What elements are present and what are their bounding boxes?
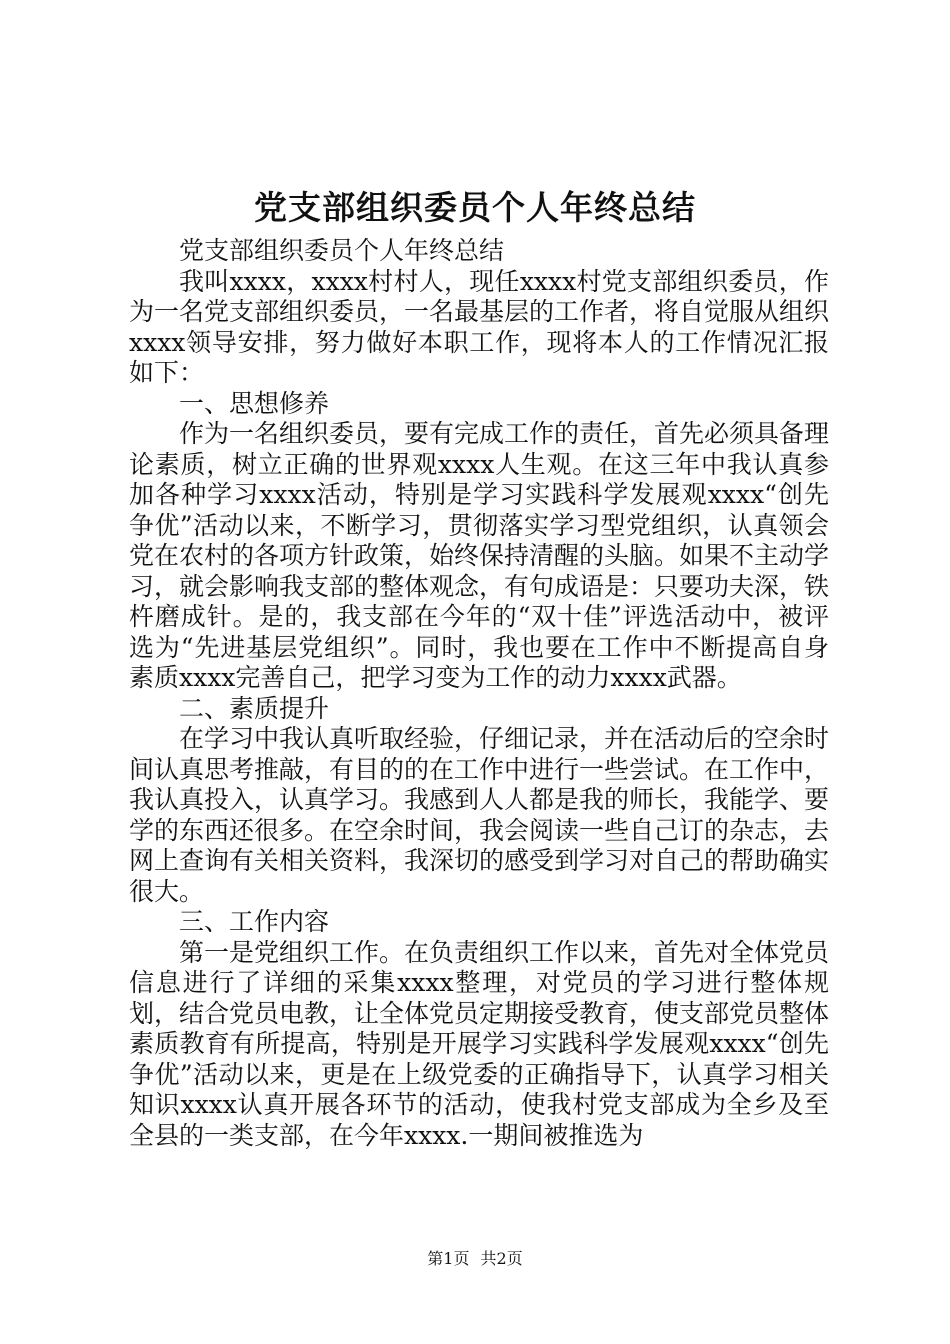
section-paragraph-2: 在学习中我认真听取经验，仔细记录，并在活动后的空余时间认真思考推敲，有目的的在工作中进行一些尝试。在工作中，我认真投入，认真学习。我感到人人都是我的师长，我能学、要学的东西还很多。在空余时间，我会阅读一些自己订的杂志，去网上查询有关相关资料，我深切的感受到学习对自己的帮助确实很大。: [129, 724, 830, 906]
document-title: 党支部组织委员个人年终总结: [254, 188, 696, 227]
section-paragraph-3: 第一是党组织工作。在负责组织工作以来，首先对全体党员信息进行了详细的采集xxxx整理，对党员的学习进行整体规划，结合党员电教，让全体党员定期接受教育，使支部党员整体素质教育有所提高，特别是开展学习实践科学发展观xxxx“创先争优”活动以来，更是在上级党委的正确指导下，认真学习相关知识xxxx认真开展各环节的活动，使我村党支部成为全乡及至全县的一类支部，在今年xxxx.一期间被推选为: [129, 937, 830, 1150]
page-number: 第1页: [427, 1249, 470, 1268]
page-footer: [0, 1248, 950, 1270]
page-total: 共2页: [480, 1249, 523, 1268]
section-heading-2: 二、素质提升: [179, 693, 330, 723]
intro-paragraph: 我叫xxxx，xxxx村村人，现任xxxx村党支部组织委员，作为一名党支部组织委员，一名最基层的工作者，将自觉服从组织xxxx领导安排，努力做好本职工作，现将本人的工作情况汇报如下：: [129, 266, 830, 387]
section-heading-3: 三、工作内容: [179, 907, 330, 936]
section-paragraph-1: 作为一名组织委员，要有完成工作的责任，首先必须具备理论素质，树立正确的世界观xxxx人生观。在这三年中我认真参加各种学习xxxx活动，特别是学习实践科学发展观xxxx“创先争优”活动以来，不断学习，贯彻落实学习型党组织，认真领会党在农村的各项方针政策，始终保持清醒的头脑。如果不主动学习，就会影响我支部的整体观念，有句成语是：只要功夫深，铁杵磨成针。是的，我支部在今年的“双十佳”评选活动中，被评选为“先进基层党组织”。同时，我也要在工作中不断提高自身素质xxxx完善自己，把学习变为工作的动力xxxx武器。: [129, 419, 830, 692]
document-body: [129, 236, 829, 1151]
subtitle-paragraph: 党支部组织委员个人年终总结: [179, 236, 505, 265]
section-heading-1: 一、思想修养: [179, 388, 330, 418]
